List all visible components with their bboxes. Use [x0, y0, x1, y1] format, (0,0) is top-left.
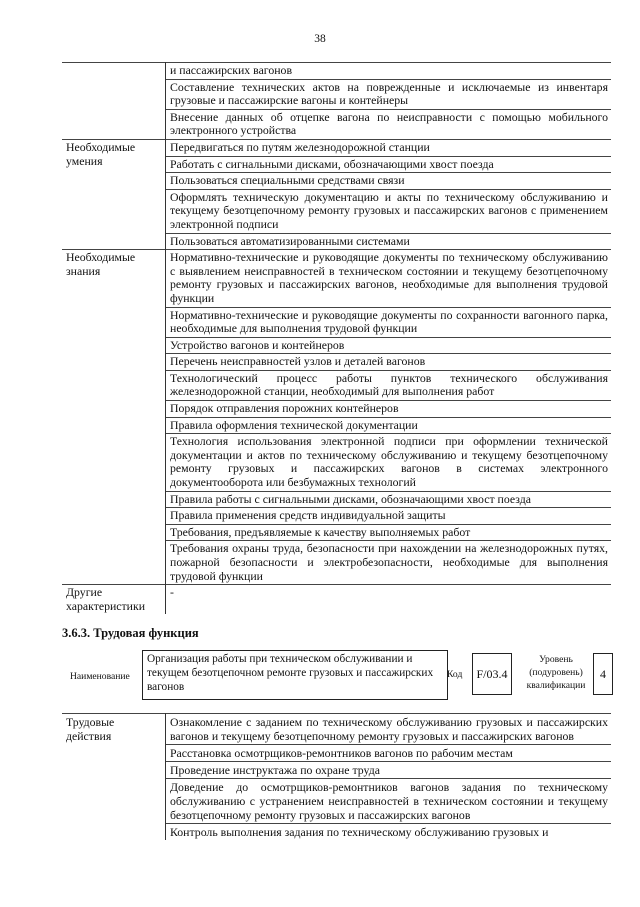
row-item: Проведение инструктажа по охране труда [166, 762, 612, 779]
row-item: Работать с сигнальными дисками, обозначающими хвост поезда [166, 156, 612, 173]
actions-table [62, 713, 611, 840]
name-value: Организация работы при техническом обслуживании и текущем безотцепочном ремонте грузовых и пассажирских вагонов [142, 650, 448, 700]
level-label: Уровень (подуровень) квалификации [526, 654, 586, 691]
row-item: и пассажирских вагонов [166, 63, 612, 80]
level-value: 4 [593, 653, 613, 695]
row-item: Технология использования электронной подписи при оформлении технической документации и актов по техническому обслуживанию и текущему безотцепочному ремонту грузовых и пассажирских вагонов в системах электронного документооборота или безбумажных технологий [166, 434, 612, 491]
row-item: Правила применения средств индивидуальной защиты [166, 508, 612, 525]
table-row [62, 139, 611, 156]
other-label: Другие характеристики [62, 585, 166, 615]
row-item: Требования, предъявляемые к качеству выполняемых работ [166, 524, 612, 541]
row-item: Оформлять техническую документацию и акты по техническому обслуживанию и текущему безотцепочному ремонту грузовых и пассажирских вагонов с применением электронной подписи [166, 189, 612, 233]
row-item: Составление технических актов на поврежденные и исключаемые из инвентаря грузовые и пассажирские вагоны и контейнеры [166, 79, 612, 109]
row-item: Правила оформления технической документации [166, 417, 612, 434]
code-value: F/03.4 [472, 653, 512, 695]
competencies-table [62, 62, 611, 614]
row-item: Нормативно-технические и руководящие документы по сохранности вагонного парка, необходимые для выполнения трудовой функции [166, 307, 612, 337]
table-row [62, 250, 611, 307]
code-label: Код [447, 669, 463, 680]
row-item: Устройство вагонов и контейнеров [166, 337, 612, 354]
row-item: Порядок отправления порожних контейнеров [166, 401, 612, 418]
table-row [62, 714, 611, 745]
row-label [62, 63, 166, 140]
row-item: Технологический процесс работы пунктов технического обслуживания железнодорожной станции, необходимый для выполнения работ [166, 370, 612, 400]
row-item: Пользоваться автоматизированными системами [166, 233, 612, 250]
row-item: Внесение данных об отцепке вагона по неисправности с помощью мобильного электронного устройства [166, 109, 612, 139]
section-title: 3.6.3. Трудовая функция [62, 626, 199, 640]
row-item: Перечень неисправностей узлов и деталей вагонов [166, 354, 612, 371]
row-item: Правила работы с сигнальными дисками, обозначающими хвост поезда [166, 491, 612, 508]
row-item: Пользоваться специальными средствами связи [166, 173, 612, 190]
table-row [62, 63, 611, 80]
row-item: - [166, 585, 612, 615]
row-item: Контроль выполнения задания по техническому обслуживанию грузовых и [170, 825, 549, 839]
row-item: Требования охраны труда, безопасности при нахождении на железнодорожных путях, пожарной безопасности и электробезопасности, необходимые для выполнения трудовой функции [166, 541, 612, 585]
skills-label: Необходимые умения [62, 139, 166, 249]
knowledge-label: Необходимые знания [62, 250, 166, 585]
row-item: Нормативно-технические и руководящие документы по техническому обслуживанию с выявлением неисправностей в техническом состоянии и текущему безотцепочному ремонту грузовых и пассажирских вагонов, необходимые для выполнения трудовой функции [166, 250, 612, 307]
row-item: Расстановка осмотрщиков-ремонтников вагонов по рабочим местам [166, 745, 612, 762]
table-row [62, 585, 611, 615]
row-item: Передвигаться по путям железнодорожной станции [166, 139, 612, 156]
row-item: Ознакомление с заданием по техническому обслуживанию грузовых и пассажирских вагонов и текущему безотцепочному ремонту грузовых и пассажирских вагонов [166, 714, 612, 745]
function-header [62, 650, 617, 702]
actions-label: Трудовые действия [62, 714, 166, 841]
page-number: 38 [314, 33, 326, 45]
row-item: Доведение до осмотрщиков-ремонтников вагонов задания по техническому обслуживанию с устранением неисправностей в техническом состоянии и текущему безотцепочному ремонту грузовых и пассажирских вагонов [166, 779, 612, 824]
name-label: Наименование [70, 671, 130, 682]
